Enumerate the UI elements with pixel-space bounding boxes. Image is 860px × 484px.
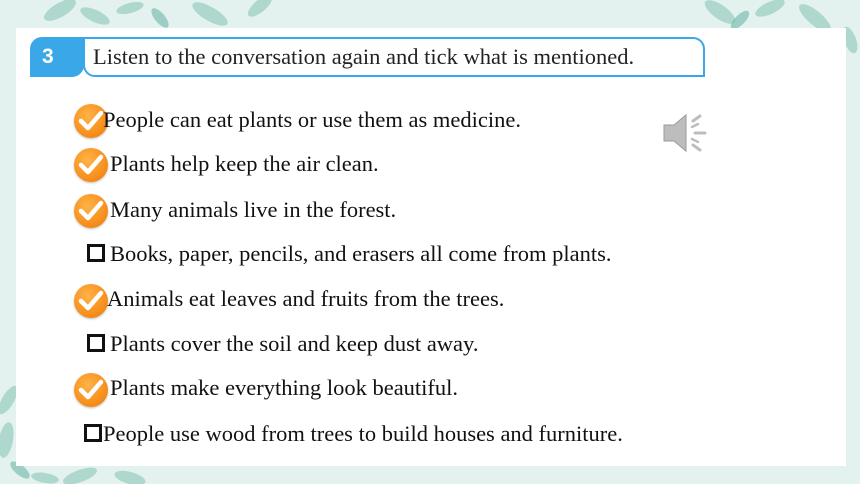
- checkbox-icon[interactable]: [87, 334, 105, 352]
- check-icon[interactable]: [74, 148, 108, 182]
- speaker-icon[interactable]: [660, 111, 708, 160]
- list-item: Plants help keep the air clean.: [110, 151, 379, 176]
- exercise-instruction: Listen to the conversation again and tick what is mentioned.: [83, 37, 705, 77]
- list-item: People use wood from trees to build houses and furniture.: [103, 421, 623, 446]
- checkbox-icon[interactable]: [84, 424, 102, 442]
- list-item: Plants make everything look beautiful.: [110, 375, 459, 400]
- list-item: Animals eat leaves and fruits from the trees.: [107, 286, 505, 311]
- list-item: People can eat plants or use them as medicine.: [103, 107, 521, 132]
- exercise-number: 3: [30, 37, 84, 77]
- check-icon[interactable]: [74, 373, 108, 407]
- list-item: Many animals live in the forest.: [110, 197, 397, 222]
- check-icon[interactable]: [74, 284, 108, 318]
- list-item: Books, paper, pencils, and erasers all come from plants.: [110, 241, 612, 266]
- checkbox-icon[interactable]: [87, 244, 105, 262]
- list-item: Plants cover the soil and keep dust away.: [110, 331, 479, 356]
- check-icon[interactable]: [74, 194, 108, 228]
